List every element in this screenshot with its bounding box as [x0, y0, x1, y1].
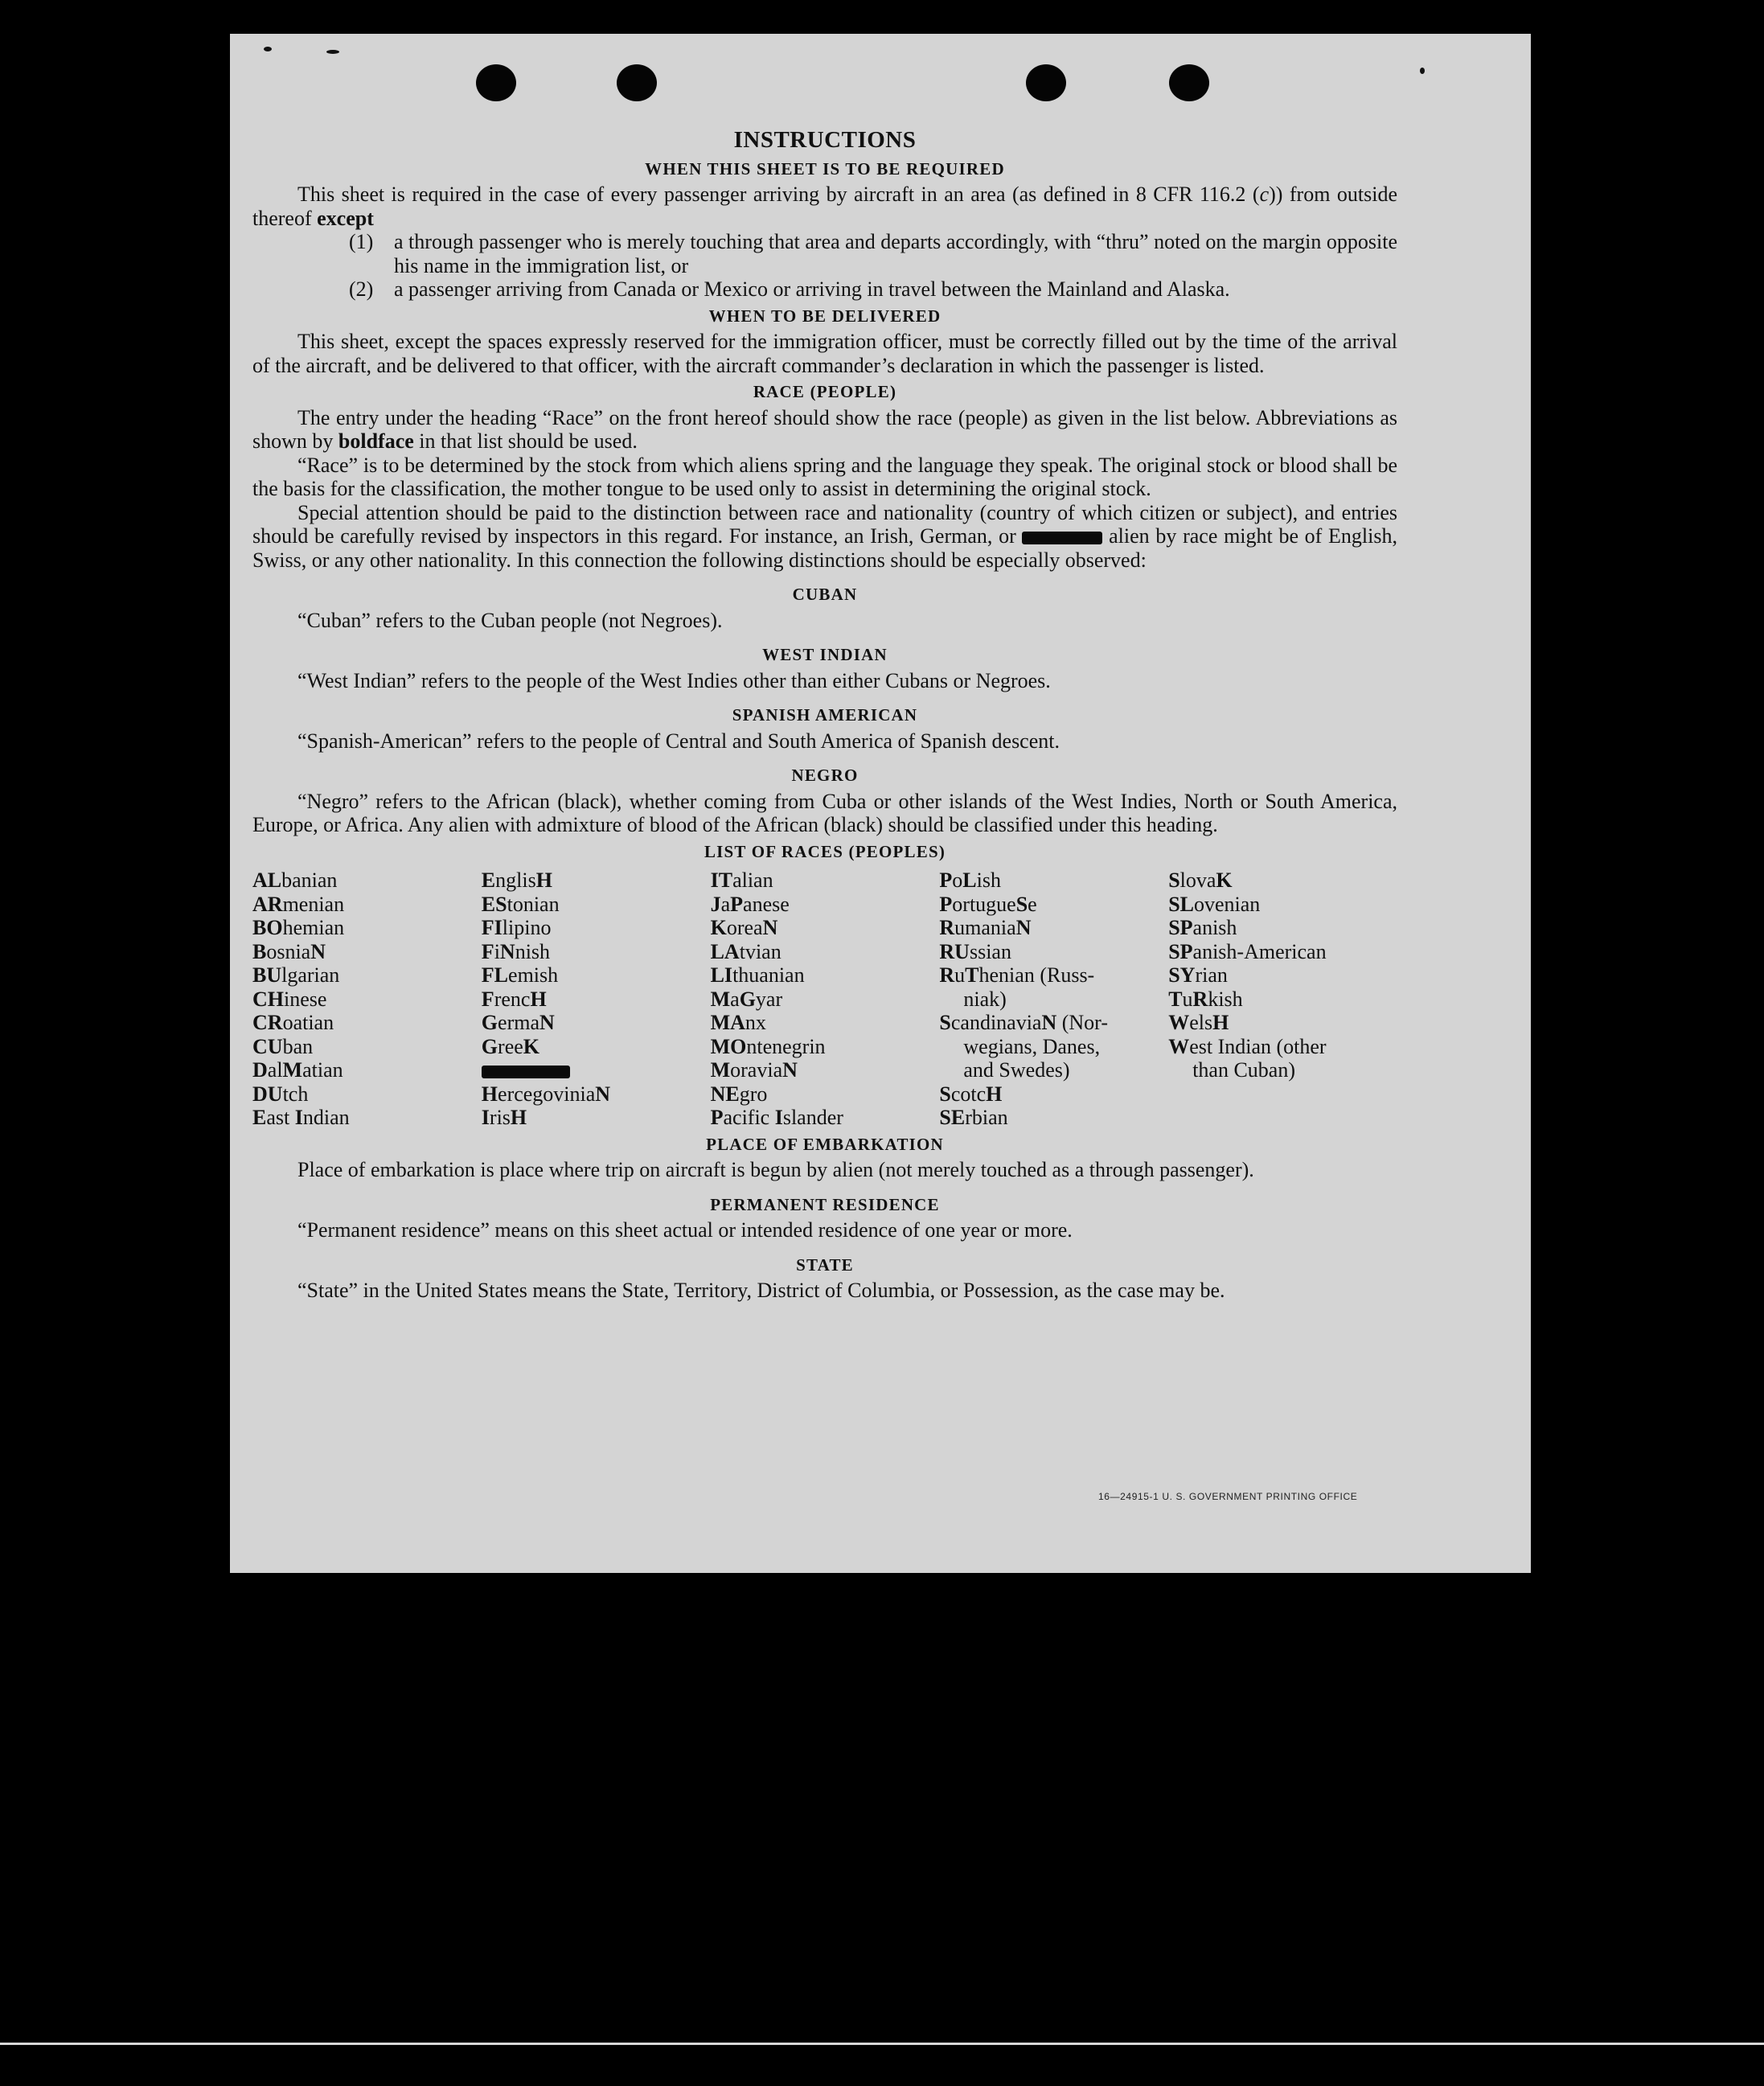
race-entry: West Indian (other — [1168, 1034, 1327, 1058]
race-entry: SPanish — [1168, 916, 1237, 939]
race-entry: BUlgarian — [252, 963, 340, 987]
race-entry: MAnx — [710, 1011, 766, 1034]
paragraph-west-indian: “West Indian” refers to the people of the West Indies other than either Cubans or Negroes. — [297, 668, 1051, 692]
paragraph-negro: “Negro” refers to the African (black), whether coming from Cuba or other islands of the West Indies, North or South America, Europe, or Africa. Any alien with admixture of blood of the African (black) should be classified under this heading. — [252, 789, 1397, 836]
race-entry: CUban — [252, 1034, 314, 1058]
list-item: (2) a passenger arriving from Canada or Mexico or arriving in travel between the Mainland and Alaska. — [349, 277, 1230, 301]
heading-cuban: CUBAN — [792, 585, 858, 604]
race-entry: than Cuban) — [1192, 1058, 1295, 1082]
punch-hole — [1026, 64, 1066, 101]
race-entry: niak) — [963, 987, 1007, 1011]
heading-permanent-residence: PERMANENT RESIDENCE — [710, 1194, 940, 1214]
speck — [326, 50, 339, 54]
race-entry: RuThenian (Russ- — [939, 963, 1095, 987]
race-entry: JaPanese — [710, 892, 790, 916]
race-entry: and Swedes) — [963, 1058, 1070, 1082]
race-entry: SlovaK — [1168, 868, 1233, 892]
race-entry: WelsH — [1168, 1011, 1229, 1034]
redaction-mark — [482, 1066, 570, 1078]
race-entry: SLovenian — [1168, 892, 1261, 916]
paragraph-state: “State” in the United States means the State, Territory, District of Columbia, or Possession, as the case may be. — [297, 1279, 1225, 1302]
race-entry: Pacific Islander — [710, 1106, 843, 1129]
heading-negro: NEGRO — [791, 766, 859, 785]
races-column — [482, 868, 711, 1130]
race-entry: ScotcH — [939, 1082, 1003, 1106]
heading-when-delivered: WHEN TO BE DELIVERED — [708, 306, 941, 326]
race-entry: East Indian — [252, 1106, 350, 1129]
race-entry: LIthuanian — [710, 963, 805, 987]
document-page — [230, 34, 1531, 1573]
race-entry: IrisH — [481, 1106, 527, 1129]
race-entry: RumaniaN — [939, 916, 1032, 939]
punch-hole — [1169, 64, 1209, 101]
race-entry: NEgro — [710, 1082, 768, 1106]
paragraph-permanent-residence: “Permanent residence” means on this sheet actual or intended residence of one year or more. — [297, 1218, 1073, 1242]
race-entry: SYrian — [1168, 963, 1228, 987]
printer-imprint: 16—24915-1 U. S. GOVERNMENT PRINTING OFFICE — [1098, 1491, 1358, 1502]
race-entry: FIlipino — [481, 916, 552, 939]
heading-race: RACE (PEOPLE) — [753, 382, 897, 401]
race-entry: BosniaN — [252, 939, 326, 963]
race-entry: PortugueSe — [939, 892, 1037, 916]
races-column — [711, 868, 940, 1130]
heading-embarkation: PLACE OF EMBARKATION — [706, 1134, 944, 1154]
race-entry: CRoatian — [252, 1011, 334, 1034]
race-entry: FLemish — [481, 963, 559, 987]
race-entry: MOntenegrin — [710, 1034, 826, 1058]
races-column — [1168, 868, 1397, 1130]
race-entry: ScandinaviaN (Nor- — [939, 1011, 1108, 1034]
race-entry: MaGyar — [710, 987, 783, 1011]
race-entry: CHinese — [252, 987, 327, 1011]
race-entry: BOhemian — [252, 916, 345, 939]
race-entry: ITalian — [710, 868, 773, 892]
race-entry: HercegoviniaN — [481, 1082, 611, 1106]
race-entry: EStonian — [481, 892, 560, 916]
paragraph-embarkation: Place of embarkation is place where trip on aircraft is begun by alien (not merely touched as a through passenger). — [297, 1158, 1254, 1181]
race-entry: GermaN — [481, 1011, 555, 1034]
race-entry: MoraviaN — [710, 1058, 798, 1082]
race-entry — [482, 1058, 711, 1082]
page-title: INSTRUCTIONS — [733, 127, 917, 153]
race-entry: EnglisH — [481, 868, 552, 892]
speck — [1420, 68, 1425, 74]
document-body — [252, 129, 1397, 1303]
heading-when-required: WHEN THIS SHEET IS TO BE REQUIRED — [645, 158, 1005, 179]
race-entry: RUssian — [939, 939, 1011, 963]
heading-state: STATE — [796, 1254, 854, 1275]
punch-hole — [476, 64, 516, 101]
race-entry: ARmenian — [252, 892, 345, 916]
race-entry: DUtch — [252, 1082, 309, 1106]
paragraph-race-2: “Race” is to be determined by the stock from which aliens spring and the language they speak. The original stock or blood shall be the basis for the classification, the mother tongue to be used only to assist in determining the original stock. — [252, 453, 1397, 500]
punch-hole — [617, 64, 657, 101]
heading-spanish-american: SPANISH AMERICAN — [732, 705, 918, 725]
list-item: (1) a through passenger who is merely touching that area and departs accordingly, with “thru” noted on the margin opposite his name in the immigration list, or — [349, 230, 1397, 277]
race-entry: PoLish — [939, 868, 1001, 892]
speck — [264, 47, 272, 51]
races-column — [252, 868, 482, 1130]
heading-west-indian: WEST INDIAN — [762, 645, 888, 664]
heading-list-of-races: LIST OF RACES (PEOPLES) — [704, 841, 946, 861]
races-column — [939, 868, 1168, 1130]
race-entry: TuRkish — [1168, 987, 1243, 1011]
paragraph-race-1: The entry under the heading “Race” on the front hereof should show the race (people) as given in the list below. Abbreviations as shown by boldface in that list should be used. — [252, 405, 1397, 453]
race-entry: DalMatian — [252, 1058, 343, 1082]
race-entry: GreeK — [481, 1034, 540, 1058]
scan-edge-line — [0, 2043, 1764, 2045]
race-entry: SErbian — [939, 1106, 1008, 1129]
race-entry: SPanish-American — [1168, 939, 1327, 963]
redaction-mark — [1022, 532, 1102, 544]
race-entry: LAtvian — [710, 939, 781, 963]
paragraph-race-3: Special attention should be paid to the distinction between race and nationality (country of which citizen or subject), and entries should be carefully revised by inspectors in this regard. For instance, an Irish, German, or alien by race might be of English, Swiss, or any other nationality. In this connection the following distinctions should be especially observed: — [252, 500, 1397, 572]
paragraph-when-required: This sheet is required in the case of every passenger arriving by aircraft in an area (as defined in 8 CFR 116.2 (c)) from outside thereof except — [252, 183, 1397, 230]
paragraph-spanish-american: “Spanish-American” refers to the people of Central and South America of Spanish descent. — [297, 729, 1060, 753]
race-entry: FiNnish — [481, 939, 551, 963]
race-entry: ALbanian — [252, 868, 338, 892]
paragraph-when-delivered: This sheet, except the spaces expressly reserved for the immigration officer, must be correctly filled out by the time of the arrival of the aircraft, and be delivered to that officer, with the aircraft commander’s declaration in which the passenger is listed. — [252, 330, 1397, 377]
race-entry: KoreaN — [710, 916, 778, 939]
race-entry: wegians, Danes, — [963, 1034, 1101, 1058]
races-table — [252, 868, 1397, 1130]
race-entry: FrencH — [481, 987, 547, 1011]
paragraph-cuban: “Cuban” refers to the Cuban people (not Negroes). — [297, 608, 723, 632]
